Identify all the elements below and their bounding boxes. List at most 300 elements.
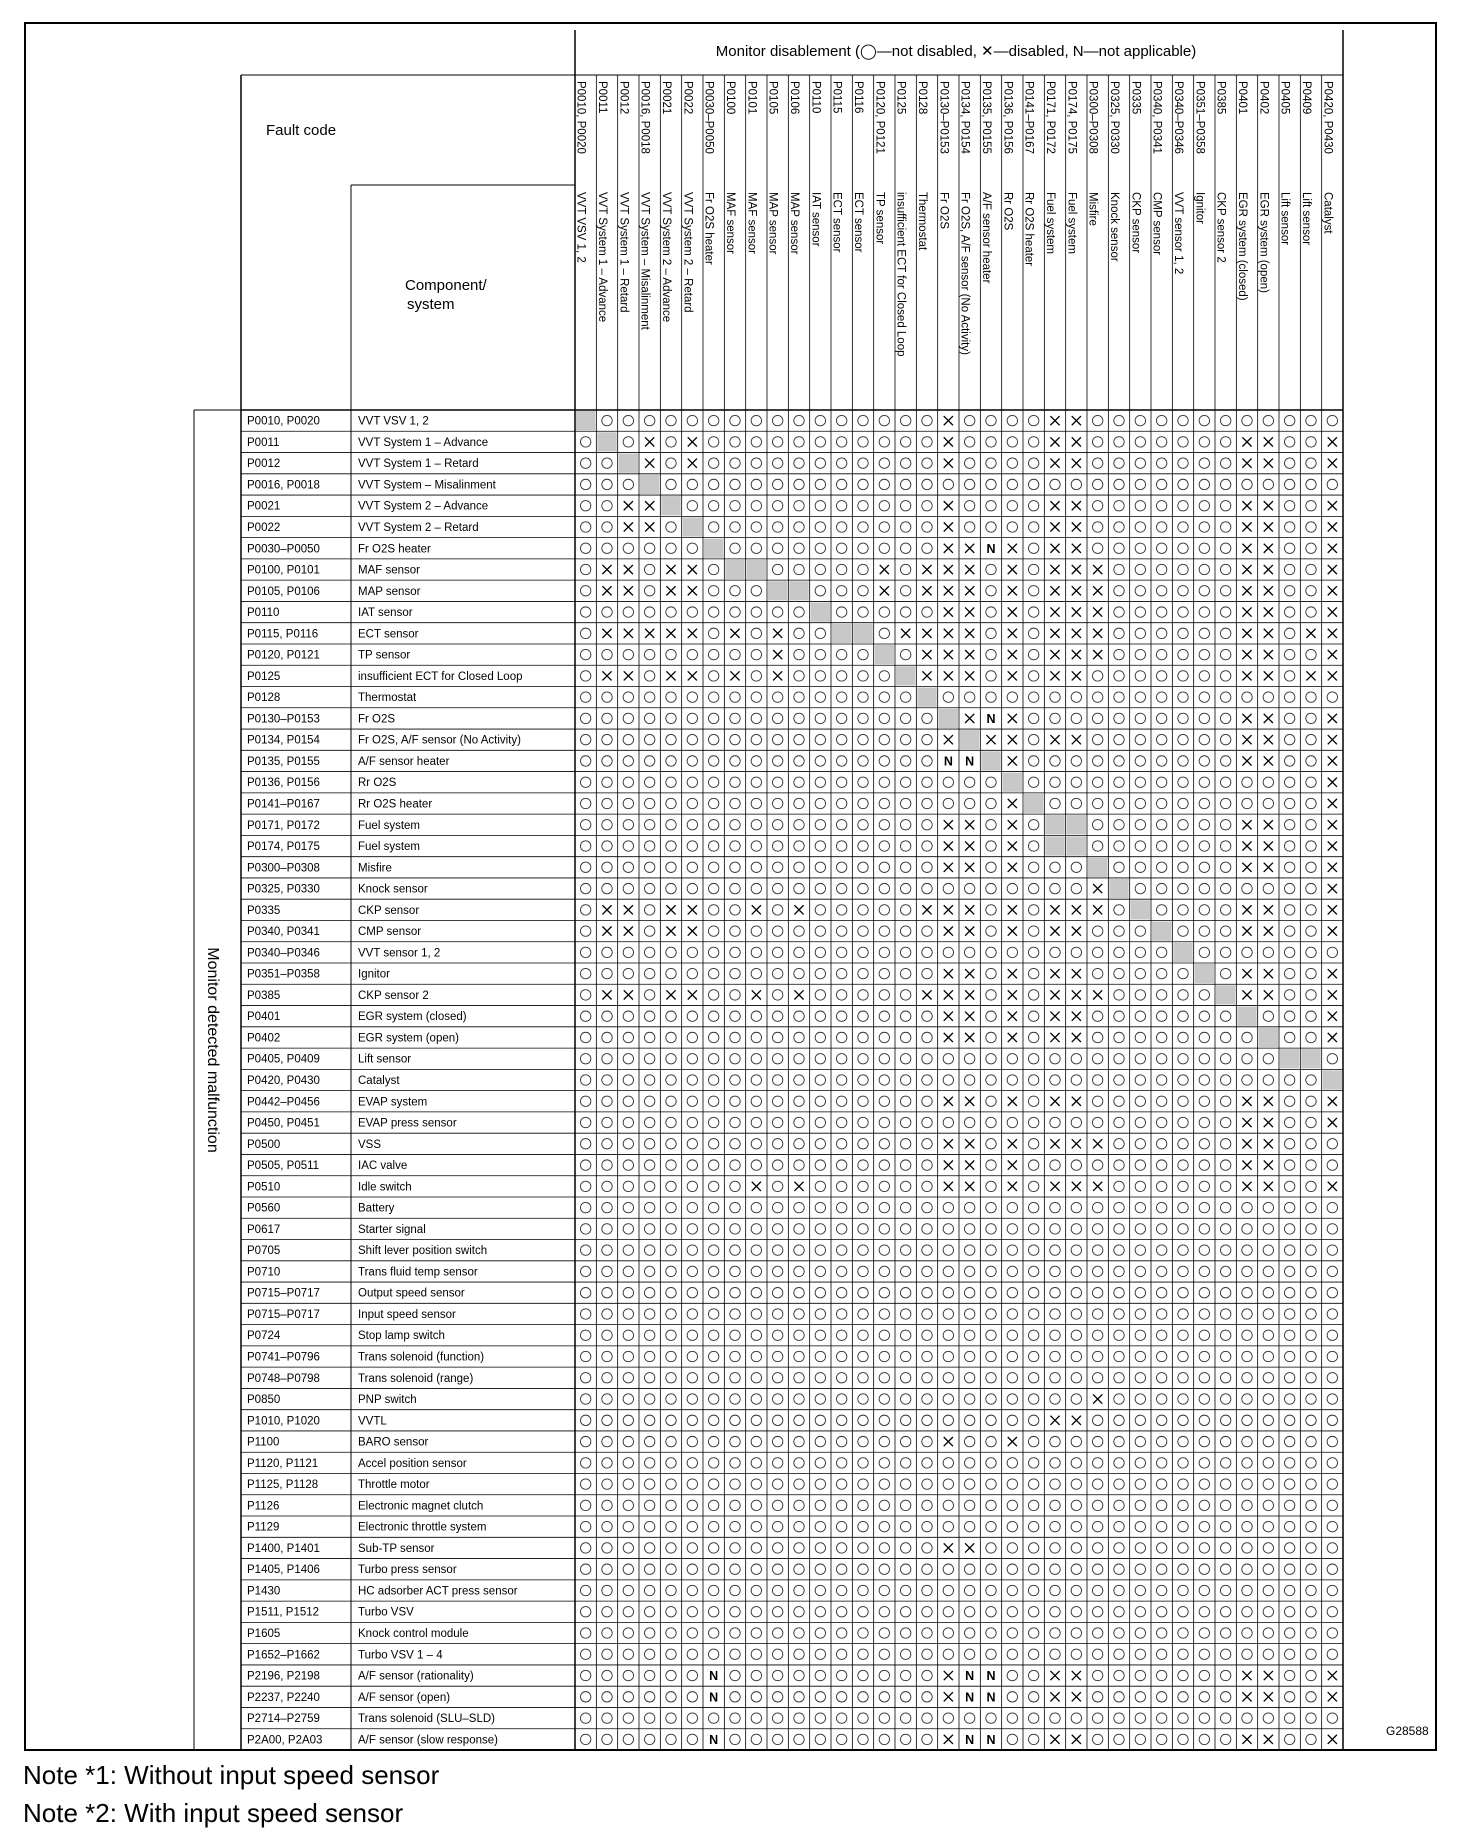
column-component-label: Fr O2S heater (702, 192, 715, 265)
not-disabled-mark (751, 1287, 761, 1297)
not-disabled-mark (602, 1415, 612, 1425)
not-disabled-mark (1092, 1734, 1102, 1744)
not-disabled-mark (815, 671, 825, 681)
disabled-mark (1093, 586, 1102, 595)
not-disabled-mark (1242, 1543, 1252, 1553)
not-disabled-mark (879, 437, 889, 447)
not-disabled-mark (623, 1543, 633, 1553)
not-disabled-mark (687, 1394, 697, 1404)
not-disabled-mark (964, 1521, 974, 1531)
not-disabled-mark (666, 862, 676, 872)
disabled-mark (1242, 841, 1251, 850)
not-disabled-mark (708, 1245, 718, 1255)
not-disabled-mark (1050, 756, 1060, 766)
disabled-mark (688, 565, 697, 574)
not-disabled-mark (580, 1543, 590, 1553)
not-disabled-mark (1114, 586, 1124, 596)
not-disabled-mark (1284, 543, 1294, 553)
not-disabled-mark (922, 713, 932, 723)
disabled-mark (944, 437, 953, 446)
not-disabled-mark (922, 1458, 932, 1468)
not-disabled-mark (602, 1351, 612, 1361)
column-component-label: Fuel system (1044, 192, 1056, 254)
disabled-mark (688, 990, 697, 999)
not-disabled-mark (858, 841, 868, 851)
not-disabled-mark (1306, 1585, 1316, 1595)
disabled-mark (1328, 437, 1337, 446)
disabled-mark (944, 1160, 953, 1169)
not-disabled-mark (751, 1692, 761, 1702)
not-disabled-mark (1007, 1734, 1017, 1744)
not-disabled-mark (1135, 1628, 1145, 1638)
not-disabled-mark (879, 458, 889, 468)
not-disabled-mark (751, 1607, 761, 1617)
not-disabled-mark (708, 1373, 718, 1383)
not-disabled-mark (580, 713, 590, 723)
disabled-mark (965, 1543, 974, 1552)
not-disabled-mark (815, 1585, 825, 1595)
disabled-mark (1072, 437, 1081, 446)
not-disabled-mark (1263, 777, 1273, 787)
disabled-mark (1328, 671, 1337, 680)
column-code-label: P0171, P0172 (1044, 81, 1056, 154)
not-disabled-mark (1050, 1266, 1060, 1276)
not-disabled-mark (1007, 1245, 1017, 1255)
not-disabled-mark (879, 1054, 889, 1064)
not-disabled-mark (1199, 926, 1209, 936)
not-disabled-mark (1263, 479, 1273, 489)
not-disabled-mark (1028, 1096, 1038, 1106)
disabled-mark (1050, 1416, 1059, 1425)
not-disabled-mark (836, 947, 846, 957)
not-disabled-mark (772, 1564, 782, 1574)
not-disabled-mark (900, 564, 910, 574)
disabled-mark (1008, 714, 1017, 723)
not-disabled-mark (1199, 1351, 1209, 1361)
not-disabled-mark (1220, 1330, 1230, 1340)
not-disabled-mark (1178, 1500, 1188, 1510)
not-disabled-mark (900, 1373, 910, 1383)
not-disabled-mark (623, 883, 633, 893)
not-disabled-mark (751, 522, 761, 532)
not-disabled-mark (1178, 479, 1188, 489)
not-disabled-mark (602, 1500, 612, 1510)
not-disabled-mark (1284, 777, 1294, 787)
not-disabled-mark (602, 1245, 612, 1255)
not-disabled-mark (751, 926, 761, 936)
not-disabled-mark (794, 564, 804, 574)
not-disabled-mark (708, 1139, 718, 1149)
disabled-mark (965, 607, 974, 616)
not-disabled-mark (1156, 1415, 1166, 1425)
not-disabled-mark (580, 1479, 590, 1489)
row-fault-code: P1400, P1401 (247, 1542, 320, 1555)
not-disabled-mark (815, 905, 825, 915)
not-disabled-mark (1242, 1202, 1252, 1212)
not-disabled-mark (879, 990, 889, 1000)
not-disabled-mark (751, 968, 761, 978)
not-disabled-mark (858, 1479, 868, 1489)
not-disabled-mark (1284, 1266, 1294, 1276)
not-disabled-mark (1028, 1692, 1038, 1702)
not-disabled-mark (602, 1713, 612, 1723)
not-disabled-mark (1306, 1181, 1316, 1191)
not-disabled-mark (1071, 692, 1081, 702)
not-disabled-mark (900, 1245, 910, 1255)
not-disabled-mark (986, 905, 996, 915)
not-disabled-mark (836, 883, 846, 893)
disabled-mark (1050, 927, 1059, 936)
not-disabled-mark (1156, 607, 1166, 617)
not-disabled-mark (772, 1330, 782, 1340)
not-disabled-mark (1007, 458, 1017, 468)
not-disabled-mark (922, 479, 932, 489)
not-disabled-mark (1092, 671, 1102, 681)
not-disabled-mark (1199, 1436, 1209, 1446)
shaded-self-cell (1045, 815, 1064, 834)
not-disabled-mark (900, 1287, 910, 1297)
not-disabled-mark (1284, 437, 1294, 447)
disabled-mark (1008, 1097, 1017, 1106)
not-disabled-mark (836, 1713, 846, 1723)
not-disabled-mark (623, 1054, 633, 1064)
not-disabled-mark (623, 862, 633, 872)
disabled-mark (1242, 905, 1251, 914)
column-code-label: P0021 (660, 81, 672, 115)
not-disabled-mark (772, 543, 782, 553)
disabled-mark (1008, 799, 1017, 808)
not-disabled-mark (879, 1373, 889, 1383)
row-component-name: MAP sensor (358, 585, 421, 598)
not-disabled-mark (580, 1436, 590, 1446)
not-disabled-mark (879, 1521, 889, 1531)
not-disabled-mark (964, 522, 974, 532)
not-disabled-mark (602, 883, 612, 893)
not-disabled-mark (708, 692, 718, 702)
not-disabled-mark (986, 820, 996, 830)
not-disabled-mark (1242, 1330, 1252, 1340)
disabled-mark (1093, 1139, 1102, 1148)
not-disabled-mark (602, 1521, 612, 1531)
disabled-mark (1264, 586, 1273, 595)
not-disabled-mark (900, 1266, 910, 1276)
not-disabled-mark (1199, 1564, 1209, 1574)
not-disabled-mark (879, 1351, 889, 1361)
not-disabled-mark (794, 1330, 804, 1340)
not-disabled-mark (687, 1181, 697, 1191)
not-disabled-mark (687, 883, 697, 893)
not-disabled-mark (1220, 1649, 1230, 1659)
not-disabled-mark (858, 1670, 868, 1680)
not-disabled-mark (623, 607, 633, 617)
column-code-label: P0351–P0358 (1193, 81, 1206, 154)
not-disabled-mark (858, 756, 868, 766)
shaded-self-cell (1067, 836, 1086, 855)
not-disabled-mark (580, 1521, 590, 1531)
not-disabled-mark (1220, 1692, 1230, 1702)
disabled-mark (688, 905, 697, 914)
not-disabled-mark (1220, 1564, 1230, 1574)
not-disabled-mark (900, 1692, 910, 1702)
shaded-self-cell (789, 581, 808, 600)
not-disabled-mark (1263, 1543, 1273, 1553)
not-disabled-mark (900, 1415, 910, 1425)
not-disabled-mark (1028, 628, 1038, 638)
not-disabled-mark (1050, 1160, 1060, 1170)
shaded-self-cell (640, 475, 659, 494)
not-disabled-mark (666, 649, 676, 659)
not-disabled-mark (602, 1330, 612, 1340)
not-disabled-mark (687, 1330, 697, 1340)
not-disabled-mark (1306, 1500, 1316, 1510)
row-component-name: VVT System 1 – Retard (358, 458, 479, 471)
not-disabled-mark (708, 1096, 718, 1106)
shaded-self-cell (811, 602, 830, 621)
not-disabled-mark (666, 1628, 676, 1638)
not-disabled-mark (1135, 628, 1145, 638)
column-code-label: P0011 (596, 81, 608, 114)
not-disabled-mark (1220, 479, 1230, 489)
disabled-mark (1264, 820, 1273, 829)
disabled-mark (1072, 1692, 1081, 1701)
not-disabled-mark (794, 1564, 804, 1574)
not-disabled-mark (1092, 1373, 1102, 1383)
not-disabled-mark (666, 1607, 676, 1617)
disabled-mark (794, 990, 803, 999)
not-disabled-mark (1135, 1649, 1145, 1659)
not-disabled-mark (687, 1351, 697, 1361)
not-disabled-mark (772, 1202, 782, 1212)
not-disabled-mark (922, 1500, 932, 1510)
not-disabled-mark (964, 415, 974, 425)
not-disabled-mark (1263, 1245, 1273, 1255)
not-disabled-mark (1135, 1585, 1145, 1595)
not-disabled-mark (1092, 1649, 1102, 1659)
not-disabled-mark (687, 862, 697, 872)
not-disabled-mark (1306, 1160, 1316, 1170)
not-disabled-mark (1156, 1139, 1166, 1149)
not-disabled-mark (986, 1543, 996, 1553)
not-disabled-mark (1306, 1479, 1316, 1489)
not-disabled-mark (900, 458, 910, 468)
not-disabled-mark (1156, 1585, 1166, 1595)
not-disabled-mark (1327, 479, 1337, 489)
not-disabled-mark (1242, 1415, 1252, 1425)
not-disabled-mark (751, 1436, 761, 1446)
not-disabled-mark (772, 1245, 782, 1255)
row-component-name: CMP sensor (358, 926, 422, 939)
not-disabled-mark (1220, 1713, 1230, 1723)
not-disabled-mark (772, 522, 782, 532)
disabled-mark (944, 820, 953, 829)
not-disabled-mark (1199, 1521, 1209, 1531)
row-fault-code: P0120, P0121 (247, 649, 320, 662)
disabled-mark (922, 671, 931, 680)
not-disabled-mark (1135, 968, 1145, 978)
not-disabled-mark (708, 820, 718, 830)
disabled-mark (965, 544, 974, 553)
not-disabled-mark (879, 1096, 889, 1106)
column-code-label: P0335 (1129, 81, 1142, 115)
not-disabled-mark (1242, 1373, 1252, 1383)
not-disabled-mark (1242, 1032, 1252, 1042)
not-disabled-mark (900, 1160, 910, 1170)
component-system-header (405, 276, 487, 314)
not-disabled-mark (1178, 1139, 1188, 1149)
not-disabled-mark (1178, 1543, 1188, 1553)
not-disabled-mark (1306, 1032, 1316, 1042)
not-disabled-mark (1028, 1670, 1038, 1680)
not-disabled-mark (602, 713, 612, 723)
not-disabled-mark (1178, 1096, 1188, 1106)
not-disabled-mark (1220, 458, 1230, 468)
not-disabled-mark (1220, 713, 1230, 723)
not-disabled-mark (1135, 1607, 1145, 1617)
not-disabled-mark (687, 1309, 697, 1319)
not-disabled-mark (580, 564, 590, 574)
column-component-label: MAF sensor (724, 192, 736, 254)
not-disabled-mark (1178, 1628, 1188, 1638)
not-disabled-mark (751, 1351, 761, 1361)
not-disabled-mark (1306, 862, 1316, 872)
not-disabled-mark (1306, 947, 1316, 957)
not-disabled-mark (964, 1054, 974, 1064)
not-disabled-mark (1284, 1330, 1294, 1340)
not-disabled-mark (666, 1649, 676, 1659)
not-disabled-mark (794, 947, 804, 957)
disabled-mark (1008, 586, 1017, 595)
not-disabled-mark (1242, 1224, 1252, 1234)
disabled-mark (1093, 905, 1102, 914)
not-disabled-mark (836, 1585, 846, 1595)
not-disabled-mark (623, 820, 633, 830)
not-disabled-mark (1178, 1160, 1188, 1170)
not-disabled-mark (1156, 1458, 1166, 1468)
not-disabled-mark (623, 437, 633, 447)
not-disabled-mark (900, 1075, 910, 1085)
not-disabled-mark (772, 1458, 782, 1468)
row-fault-code: P0110 (247, 607, 280, 620)
not-disabled-mark (1135, 458, 1145, 468)
not-disabled-mark (836, 905, 846, 915)
disabled-mark (965, 586, 974, 595)
not-disabled-mark (858, 777, 868, 787)
row-component-name: Catalyst (358, 1075, 400, 1087)
row-component-name: MAF sensor (358, 564, 420, 577)
disabled-mark (645, 522, 654, 531)
not-disabled-mark (1284, 841, 1294, 851)
not-disabled-mark (1220, 1521, 1230, 1531)
not-disabled-mark (1114, 1351, 1124, 1361)
row-component-name: Rr O2S (358, 777, 397, 790)
not-disabled-mark (644, 649, 654, 659)
row-fault-code: P0135, P0155 (247, 755, 320, 768)
not-disabled-mark (1114, 713, 1124, 723)
not-disabled-mark (900, 1500, 910, 1510)
not-disabled-mark (1156, 1181, 1166, 1191)
not-disabled-mark (815, 1500, 825, 1510)
not-disabled-mark (730, 968, 740, 978)
not-disabled-mark (922, 1628, 932, 1638)
not-disabled-mark (1114, 1649, 1124, 1659)
row-fault-code: P0420, P0430 (247, 1075, 320, 1087)
not-disabled-mark (1050, 692, 1060, 702)
not-disabled-mark (879, 628, 889, 638)
not-disabled-mark (580, 1032, 590, 1042)
not-disabled-mark (1050, 1054, 1060, 1064)
disabled-mark (1328, 884, 1337, 893)
not-disabled-mark (943, 1649, 953, 1659)
not-disabled-mark (1220, 862, 1230, 872)
not-disabled-mark (730, 1181, 740, 1191)
not-disabled-mark (858, 1521, 868, 1531)
not-disabled-mark (858, 1458, 868, 1468)
disabled-mark (1264, 841, 1273, 850)
not-disabled-mark (1135, 1415, 1145, 1425)
not-disabled-mark (708, 883, 718, 893)
not-disabled-mark (1263, 1415, 1273, 1425)
not-disabled-mark (1220, 1458, 1230, 1468)
row-component-name: Battery (358, 1202, 395, 1215)
not-disabled-mark (1220, 820, 1230, 830)
not-disabled-mark (666, 947, 676, 957)
not-disabled-mark (1242, 1436, 1252, 1446)
not-disabled-mark (986, 586, 996, 596)
not-disabled-mark (623, 415, 633, 425)
not-disabled-mark (580, 501, 590, 511)
not-disabled-mark (794, 1479, 804, 1489)
not-disabled-mark (943, 1245, 953, 1255)
not-disabled-mark (1028, 1543, 1038, 1553)
not-disabled-mark (1114, 1543, 1124, 1553)
disabled-mark (922, 586, 931, 595)
not-disabled-mark (751, 1458, 761, 1468)
not-disabled-mark (922, 1032, 932, 1042)
disabled-mark (1093, 607, 1102, 616)
not-disabled-mark (858, 1117, 868, 1127)
disabled-mark (1328, 522, 1337, 531)
not-disabled-mark (623, 1692, 633, 1702)
not-disabled-mark (964, 1075, 974, 1085)
not-disabled-mark (1135, 415, 1145, 425)
not-disabled-mark (751, 437, 761, 447)
not-disabled-mark (1156, 479, 1166, 489)
not-disabled-mark (1327, 1224, 1337, 1234)
not-disabled-mark (580, 756, 590, 766)
not-disabled-mark (1284, 649, 1294, 659)
not-disabled-mark (1199, 1734, 1209, 1744)
disabled-mark (1072, 1139, 1081, 1148)
not-disabled-mark (836, 564, 846, 574)
not-disabled-mark (986, 1011, 996, 1021)
disabled-mark (1264, 756, 1273, 765)
not-disabled-mark (1242, 1351, 1252, 1361)
not-disabled-mark (1242, 1521, 1252, 1531)
not-disabled-mark (623, 1011, 633, 1021)
disabled-mark (944, 671, 953, 680)
not-disabled-mark (580, 628, 590, 638)
not-disabled-mark (580, 1224, 590, 1234)
not-disabled-mark (1114, 1500, 1124, 1510)
not-disabled-mark (1135, 1287, 1145, 1297)
disabled-mark (1328, 735, 1337, 744)
not-disabled-mark (666, 1692, 676, 1702)
not-disabled-mark (644, 543, 654, 553)
not-disabled-mark (1135, 1479, 1145, 1489)
not-disabled-mark (623, 1224, 633, 1234)
disabled-mark (944, 990, 953, 999)
not-disabled-mark (1007, 947, 1017, 957)
